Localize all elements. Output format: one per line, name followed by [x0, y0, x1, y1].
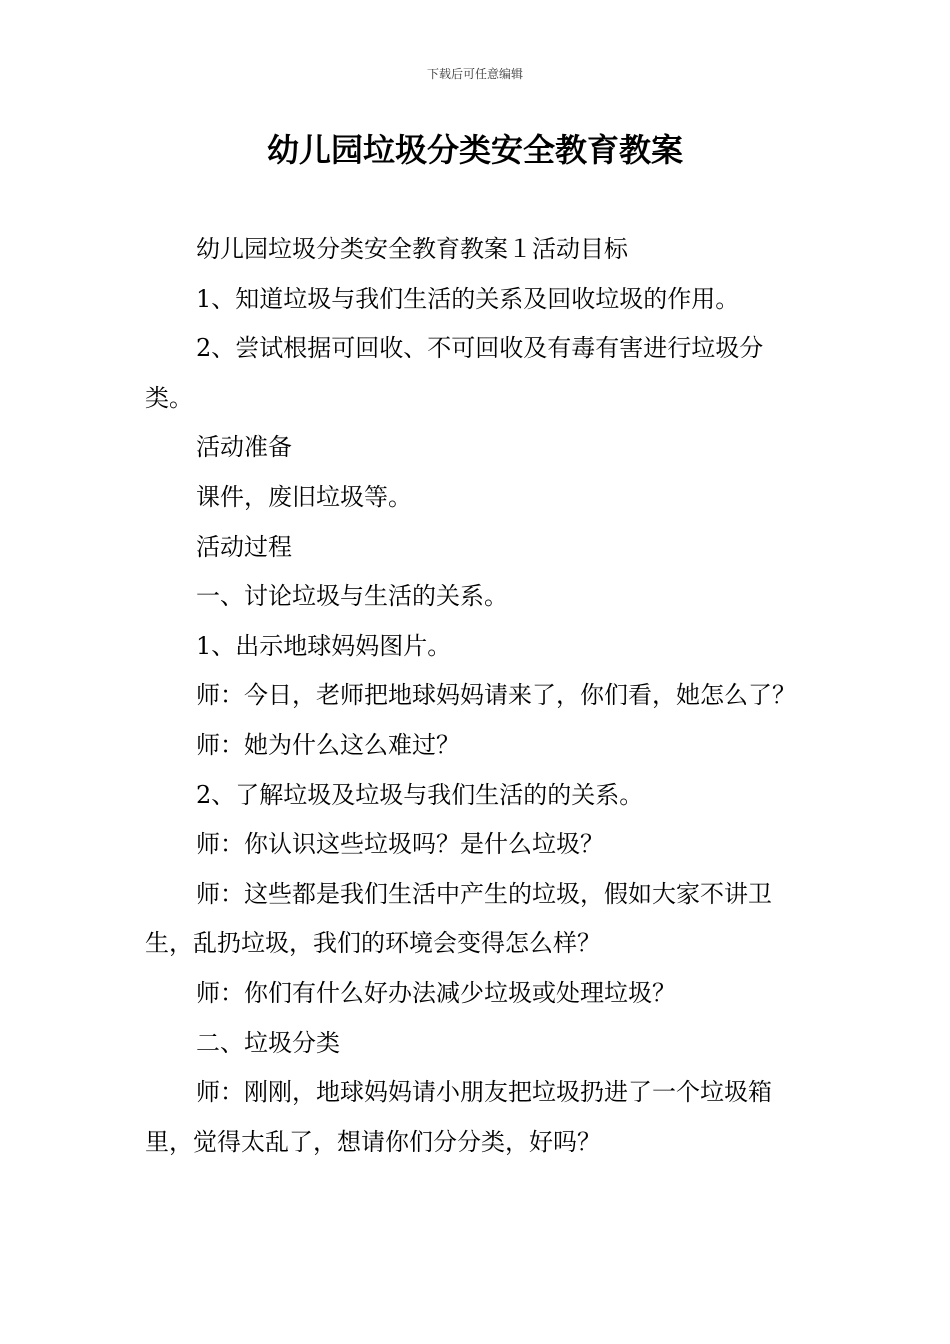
paragraph: 2、了解垃圾及垃圾与我们生活的的关系。	[196, 780, 644, 809]
paragraph: 师：你们有什么好办法减少垃圾或处理垃圾？	[196, 978, 676, 1007]
paragraph: 师：她为什么这么难过？	[196, 730, 460, 759]
paragraph: 活动过程	[196, 532, 292, 561]
header-note: 下载后可任意编辑	[426, 67, 523, 81]
paragraph: 师：你认识这些垃圾吗？是什么垃圾？	[196, 830, 604, 859]
document-title: 幼儿园垃圾分类安全教育教案	[266, 131, 683, 169]
paragraph: 课件，废旧垃圾等。	[196, 482, 412, 511]
paragraph: 活动准备	[196, 433, 292, 462]
paragraph: 1、知道垃圾与我们生活的关系及回收垃圾的作用。	[196, 284, 740, 313]
paragraph: 师：今日，老师把地球妈妈请来了，你们看，她怎么了？	[196, 681, 796, 710]
paragraph: 二、垃圾分类	[196, 1028, 340, 1057]
paragraph: 师：这些都是我们生活中产生的垃圾，假如大家不讲卫生，乱扔垃圾，我们的环境会变得怎么样？	[145, 879, 772, 958]
document-body	[145, 225, 807, 1167]
paragraph: 师：刚刚，地球妈妈请小朋友把垃圾扔进了一个垃圾箱里，觉得太乱了，想请你们分分类，好吗？	[145, 1078, 772, 1156]
paragraph: 幼儿园垃圾分类安全教育教案１活动目标	[196, 235, 628, 263]
paragraph: 一、讨论垃圾与生活的关系。	[196, 582, 508, 611]
paragraph: 2、尝试根据可回收、不可回收及有毒有害进行垃圾分类。	[145, 334, 764, 412]
paragraph: 1、出示地球妈妈图片。	[196, 631, 452, 660]
